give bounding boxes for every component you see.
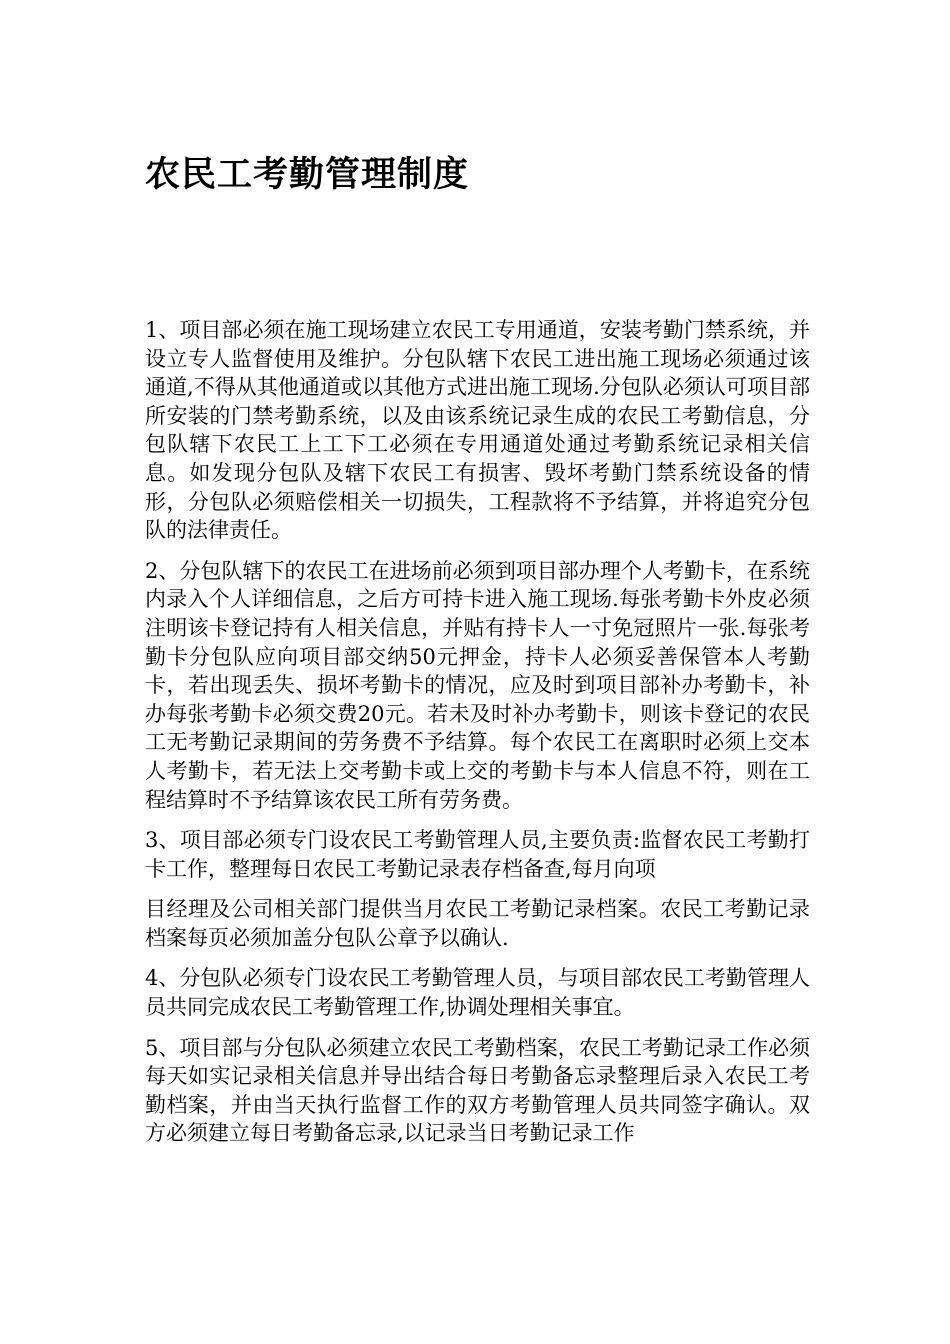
paragraph-1: 1、项目部必须在施工现场建立农民工专用通道，安装考勤门禁系统，并设立专人监督使用及维护。分包队辖下农民工进出施工现场必须通过该通道,不得从其他通道或以其他方式进出施工现场.分包队必须认可项目部所安装的门禁考勤系统，以及由该系统记录生成的农民工考勤信息，分包队辖下农民工上工下工必须在专用通道处通过考勤系统记录相关信息。如发现分包队及辖下农民工有损害、毁坏考勤门禁系统设备的情形，分包队必须赔偿相关一切损失，工程款将不予结算，并将追究分包队的法律责任。 (145, 318, 810, 543)
paragraph-2: 2、分包队辖下的农民工在进场前必须到项目部办理个人考勤卡，在系统内录入个人详细信息，之后方可持卡进入施工现场.每张考勤卡外皮必须注明该卡登记持有人相关信息，并贴有持卡人一寸免冠照片一张.每张考勤卡分包队应向项目部交纳50元押金，持卡人必须妥善保管本人考勤卡，若出现丢失、损坏考勤卡的情况，应及时到项目部补办考勤卡，补办每张考勤卡必须交费20元。若未及时补办考勤卡，则该卡登记的农民工无考勤记录期间的劳务费不予结算。每个农民工在离职时必须上交本人考勤卡，若无法上交考勤卡或上交的考勤卡与本人信息不符，则在工程结算时不予结算该农民工所有劳务费。 (145, 558, 810, 812)
document-body (145, 316, 810, 1160)
paragraph-5: 5、项目部与分包队必须建立农民工考勤档案，农民工考勤记录工作必须每天如实记录相关信息并导出结合每日考勤备忘录整理后录入农民工考勤档案，并由当天执行监督工作的双方考勤管理人员共同签字确认。双方必须建立每日考勤备忘录,以记录当日考勤记录工作 (145, 1035, 810, 1146)
paragraph-4: 4、分包队必须专门设农民工考勤管理人员，与项目部农民工考勤管理人员共同完成农民工考勤管理工作,协调处理相关事宜。 (145, 966, 810, 1020)
document-title: 农民工考勤管理制度 (145, 155, 470, 195)
paragraph-3-continued: 目经理及公司相关部门提供当月农民工考勤记录档案。农民工考勤记录档案每页必须加盖分包队公章予以确认. (145, 897, 810, 950)
paragraph-3: 3、项目部必须专门设农民工考勤管理人员,主要负责:监督农民工考勤打卡工作，整理每日农民工考勤记录表存档备查,每月向项 (145, 828, 810, 881)
